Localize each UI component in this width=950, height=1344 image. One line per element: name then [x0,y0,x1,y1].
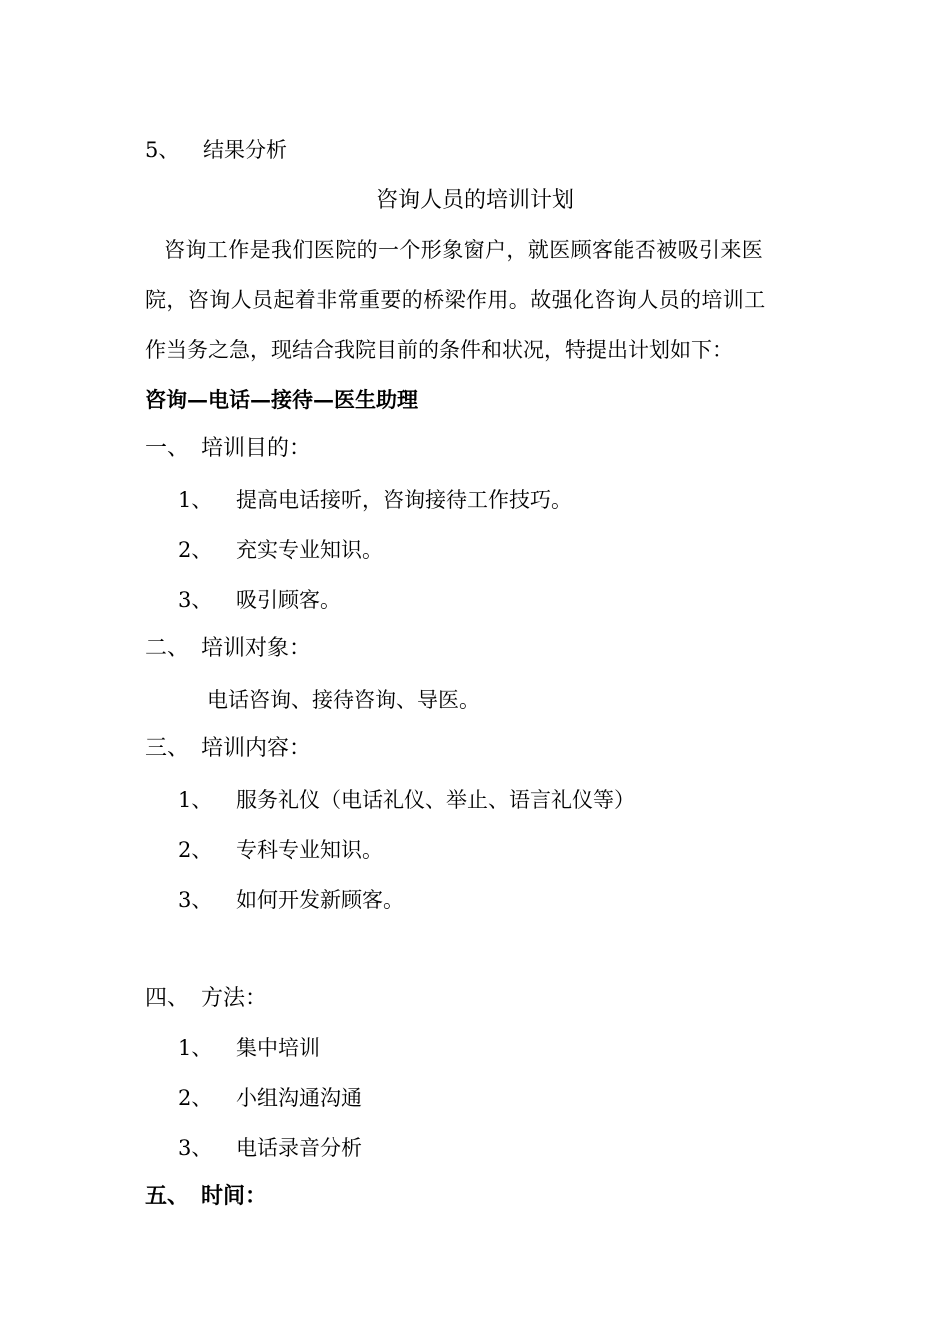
section-heading [145,634,311,664]
list-number: 2、 [178,838,213,862]
list-number: 3、 [178,1136,213,1160]
list-item [178,1084,362,1112]
section-heading [145,1182,267,1212]
intro-line: 作当务之急，现结合我院目前的条件和状况，特提出计划如下： [145,338,733,362]
list-number: 3、 [178,588,213,612]
list-number: 1、 [178,1036,213,1060]
section-number: 四、 [145,986,190,1011]
list-text: 充实专业知识。 [236,538,383,562]
list-text: 电话录音分析 [236,1136,362,1160]
section-number: 三、 [145,736,190,761]
flow-line: 咨询—电话—接待—医生助理 [145,387,418,412]
list-number: 1、 [178,488,213,512]
section-title: 培训内容： [201,736,312,761]
list-number: 3、 [178,888,213,912]
list-text: 小组沟通沟通 [236,1086,362,1110]
intro-line: 咨询工作是我们医院的一个形象窗户，就医顾客能否被吸引来医 [164,238,764,262]
list-item [178,1134,362,1162]
section-number: 五、 [145,1184,190,1209]
prev-list-item [145,136,287,164]
section-heading [145,434,311,464]
section-body: 电话咨询、接待咨询、导医。 [207,688,480,712]
list-item [178,586,341,614]
list-text: 服务礼仪（电话礼仪、举止、语言礼仪等） [236,788,635,812]
list-text: 结果分析 [203,138,287,162]
list-number: 2、 [178,538,213,562]
section-title: 方法： [201,986,268,1011]
section-title: 培训目的： [201,436,312,461]
section-heading [145,734,311,764]
list-text: 如何开发新顾客。 [236,888,404,912]
list-text: 吸引顾客。 [236,588,341,612]
document-title: 咨询人员的培训计划 [375,188,574,213]
list-item [178,486,572,514]
list-text: 专科专业知识。 [236,838,383,862]
list-number: 1、 [178,788,213,812]
list-number: 5、 [145,138,180,162]
section-title: 培训对象： [201,636,312,661]
list-item [178,836,383,864]
list-item [178,886,404,914]
intro-line: 院，咨询人员起着非常重要的桥梁作用。故强化咨询人员的培训工 [145,288,766,312]
list-item [178,786,635,814]
section-heading [145,984,267,1014]
list-item [178,536,383,564]
section-number: 一、 [145,436,190,461]
list-number: 2、 [178,1086,213,1110]
section-number: 二、 [145,636,190,661]
list-item [178,1034,320,1062]
list-text: 提高电话接听，咨询接待工作技巧。 [236,488,572,512]
list-text: 集中培训 [236,1036,320,1060]
section-title: 时间： [201,1184,268,1209]
